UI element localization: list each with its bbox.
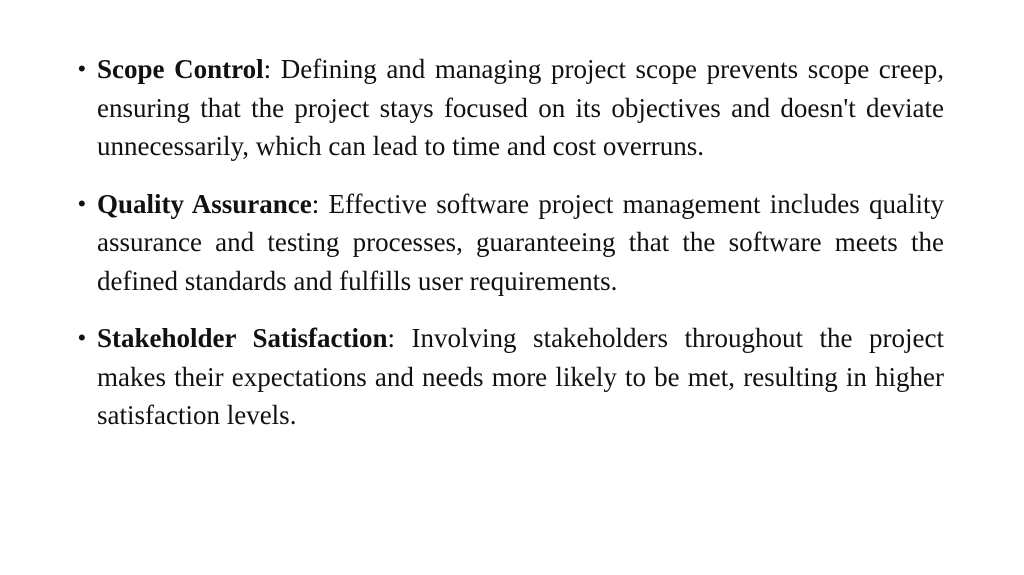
bullet-icon: •	[78, 56, 86, 81]
bullet-text: Involving stakeholders throughout the project makes their expectations and needs more likely to be met, resulting in higher satisfaction levels.	[97, 323, 944, 430]
bullet-separator: :	[387, 323, 396, 353]
bullet-item-stakeholder-satisfaction	[78, 319, 944, 435]
bullet-separator: :	[263, 54, 272, 84]
bullet-item-scope-control	[78, 50, 944, 166]
bullet-separator: :	[311, 188, 320, 219]
bullet-term: Scope Control	[97, 54, 264, 84]
bullet-list	[78, 50, 944, 454]
bullet-item-quality-assurance	[78, 185, 944, 301]
bullet-text: Defining and managing project scope prevents scope creep, ensuring that the project stays focused on its objectives and doesn't deviate unnecessarily, which can lead to time and cost overruns.	[97, 54, 944, 161]
bullet-term: Stakeholder Satisfaction	[97, 323, 388, 353]
bullet-icon: •	[78, 325, 86, 350]
bullet-icon: •	[78, 190, 86, 216]
bullet-text: Effective software project management includes quality assurance and testing processes, guaranteeing that the software meets the defined standards and fulfills user requirements.	[97, 188, 944, 296]
bullet-term: Quality Assurance	[97, 188, 312, 219]
